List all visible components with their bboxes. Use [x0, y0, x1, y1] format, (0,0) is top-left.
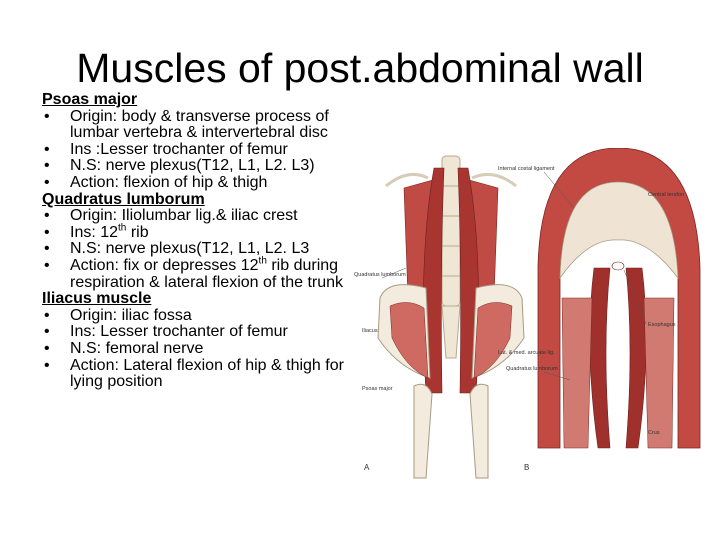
label-crus-b: Crus	[648, 430, 660, 436]
bullet-text: Origin: iliac fossa	[70, 306, 192, 324]
bullet-item: • Action: flexion of hip & thigh	[44, 173, 268, 191]
bullet-text: N.S: nerve plexus(T12, L1, L2. L3	[70, 240, 310, 258]
figure-b	[498, 148, 700, 472]
bullet-item: • Origin: iliac fossa	[44, 306, 192, 324]
bullet-text: Action: Lateral flexion of hip & thigh for lying position	[70, 356, 344, 391]
bullet-item: • Ins: Lesser trochanter of femur	[44, 323, 288, 341]
figure-a	[354, 156, 524, 478]
slide-body	[42, 92, 362, 391]
label-esophagus-b: Esophagus	[648, 322, 676, 328]
bullet-text: N.S: femoral nerve	[70, 339, 204, 357]
quadratus-lumborum-b-left	[562, 298, 592, 448]
label-lat-med-b: Lat. & med. arcuate lig.	[498, 350, 555, 356]
bullet-text: Ins: 12th rib	[70, 222, 149, 241]
bullet-item: • Ins: 12th rib	[44, 222, 149, 241]
figure-letter-a: A	[364, 463, 370, 472]
bullet-item: • Action: fix or depresses 12th rib during respiration & lateral flexion of the trunk	[44, 255, 344, 291]
crus-left	[590, 268, 610, 448]
anatomy-illustration	[348, 148, 718, 488]
label-quadratus-a: Quadratus lumborum	[354, 272, 406, 278]
label-internal-b: Internal costal ligament	[498, 166, 555, 172]
bullet-text: Origin: Iliolumbar lig.& iliac crest	[70, 207, 298, 225]
bullet-item: • Origin: Iliolumbar lig.& iliac crest	[44, 207, 298, 225]
quadratus-lumborum-b-right	[644, 298, 674, 448]
label-quadratus-b: Quadratus lumborum	[506, 366, 558, 372]
label-iliacus-a: Iliacus	[362, 328, 378, 334]
section-heading-psoas: Psoas major	[42, 91, 138, 108]
label-central-b: Central tendon	[648, 192, 685, 198]
bullet-text: Action: flexion of hip & thigh	[70, 173, 268, 191]
figure-letter-b: B	[524, 463, 530, 472]
femur-right	[470, 384, 488, 478]
bullet-item: • Ins :Lesser trochanter of femur	[44, 140, 288, 158]
sacrum	[442, 306, 460, 358]
vertebral-column	[442, 156, 460, 306]
bullet-item: • N.S: nerve plexus(T12, L1, L2. L3	[44, 240, 310, 258]
bullet-item: • Action: Lateral flexion of hip & thigh for lying position	[44, 356, 344, 391]
bullet-item: • Origin: body & transverse process of lumbar vertebra & intervertebral disc	[44, 107, 329, 142]
bullet-text: Origin: body & transverse process of lumbar vertebra & intervertebral disc	[70, 107, 329, 142]
bullet-text: Action: fix or depresses 12th rib during respiration & lateral flexion of the trunk	[70, 255, 344, 291]
section-heading-iliacus: Iliacus muscle	[42, 290, 152, 308]
esophagus	[612, 262, 624, 270]
bullet-text: N.S: nerve plexus(T12, L1, L2. L3)	[70, 157, 315, 175]
label-psoas-a: Psoas major	[362, 386, 393, 392]
bullet-item: • N.S: femoral nerve	[44, 339, 204, 357]
bullet-text: Ins :Lesser trochanter of femur	[70, 140, 288, 158]
crus-right	[626, 268, 646, 448]
slide-title: Muscles of post.abdominal wall	[76, 45, 644, 91]
section-heading-quadratus: Quadratus lumborum	[42, 190, 205, 208]
bullet-item: • N.S: nerve plexus(T12, L1, L2. L3)	[44, 157, 315, 175]
bullet-text: Ins: Lesser trochanter of femur	[70, 323, 288, 341]
femur-left	[414, 384, 432, 478]
